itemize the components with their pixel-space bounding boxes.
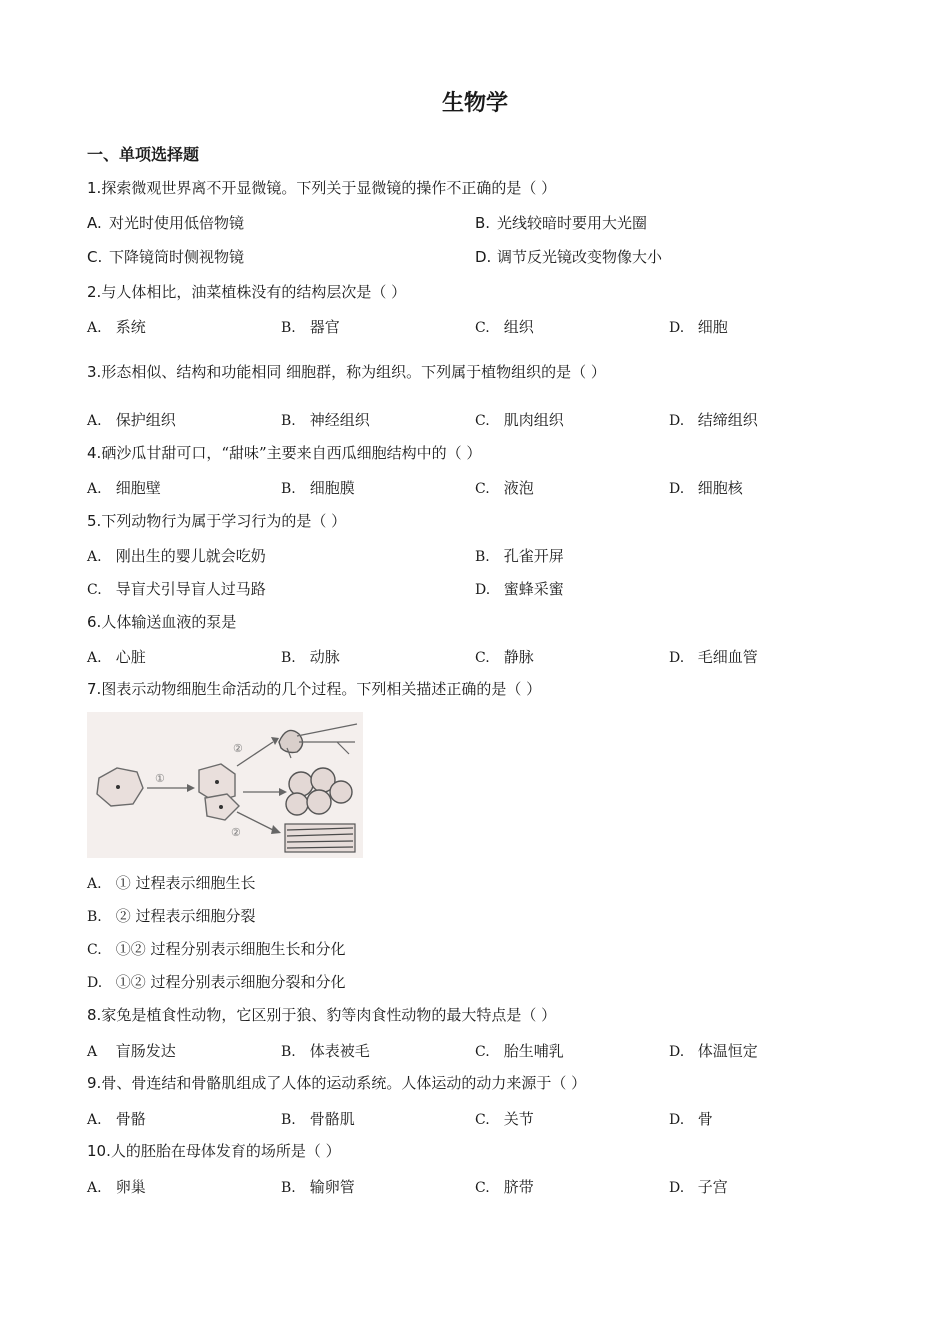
option-d: D. 蜜蜂采蜜 [475, 580, 564, 598]
page-title: 生物学 [441, 91, 508, 116]
option-c: C. 肌肉组织 [475, 411, 564, 429]
option-b: B. 器官 [281, 318, 340, 336]
option-a: A. 心脏 [87, 648, 146, 666]
question-9: 9.骨、骨连结和骨骼肌组成了人体的运动系统。人体运动的动力来源于（ ） [87, 1074, 587, 1092]
option-a: A 盲肠发达 [87, 1042, 176, 1060]
option-d: D. 结缔组织 [669, 411, 758, 429]
cell-diagram [87, 712, 363, 858]
option-d: D. 细胞核 [669, 479, 743, 497]
option-c: C. ①② 过程分别表示细胞生长和分化 [87, 940, 346, 958]
option-d: D. 细胞 [669, 318, 728, 336]
option-b: B. 细胞膜 [281, 479, 355, 497]
option-c: C. 静脉 [475, 648, 534, 666]
option-a: A. ① 过程表示细胞生长 [87, 874, 256, 892]
option-c: C. 胎生哺乳 [475, 1042, 564, 1060]
question-6: 6.人体输送血液的泵是 [87, 613, 237, 631]
option-d: D. 子宫 [669, 1178, 728, 1196]
option-b: B. 体表被毛 [281, 1042, 370, 1060]
option-c: C. 导盲犬引导盲人过马路 [87, 580, 266, 598]
question-10: 10.人的胚胎在母体发育的场所是（ ） [87, 1142, 341, 1160]
option-c: C. 关节 [475, 1110, 534, 1128]
option-b: B. 骨骼肌 [281, 1110, 355, 1128]
option-a: A. 系统 [87, 318, 146, 336]
option-d: D. 调节反光镜改变物像大小 [475, 248, 663, 266]
option-d: D. 体温恒定 [669, 1042, 758, 1060]
label-1: ① [155, 772, 165, 785]
option-a: A. 卵巢 [87, 1178, 146, 1196]
option-b: B. 孔雀开屏 [475, 547, 564, 565]
section-heading: 一、单项选择题 [87, 145, 200, 164]
option-d: D. 毛细血管 [669, 648, 758, 666]
option-a: A. 对光时使用低倍物镜 [87, 214, 245, 232]
option-d: D. 骨 [669, 1110, 713, 1128]
question-2: 2.与人体相比，油菜植株没有的结构层次是（ ） [87, 283, 407, 301]
option-b: B. 输卵管 [281, 1178, 355, 1196]
option-c: C. 组织 [475, 318, 534, 336]
question-7: 7.图表示动物细胞生命活动的几个过程。下列相关描述正确的是（ ） [87, 680, 542, 698]
svg-text:②: ② [231, 826, 241, 839]
nucleus-dot [116, 785, 120, 789]
option-d: D. ①② 过程分别表示细胞分裂和分化 [87, 973, 346, 991]
option-a: A. 骨骼 [87, 1110, 146, 1128]
option-b: B. 光线较暗时要用大光圈 [475, 214, 648, 232]
cell-process-figure [87, 712, 363, 858]
question-3: 3.形态相似、结构和功能相同 细胞群，称为组织。下列属于植物组织的是（ ） [87, 363, 606, 381]
option-a: A. 刚出生的婴儿就会吃奶 [87, 547, 266, 565]
question-1: 1.探索微观世界离不开显微镜。下列关于显微镜的操作不正确的是（ ） [87, 179, 557, 197]
option-c: C. 液泡 [475, 479, 534, 497]
option-c: C. 下降镜筒时侧视物镜 [87, 248, 245, 266]
option-c: C. 脐带 [475, 1178, 534, 1196]
option-a: A. 保护组织 [87, 411, 176, 429]
option-b: B. 神经组织 [281, 411, 370, 429]
question-4: 4.硒沙瓜甘甜可口，“甜味”主要来自西瓜细胞结构中的（ ） [87, 444, 482, 462]
question-5: 5.下列动物行为属于学习行为的是（ ） [87, 512, 347, 530]
option-b: B. 动脉 [281, 648, 340, 666]
question-8: 8.家兔是植食性动物，它区别于狼、豹等肉食性动物的最大特点是（ ） [87, 1006, 557, 1024]
option-a: A. 细胞壁 [87, 479, 161, 497]
svg-text:②: ② [233, 742, 243, 755]
option-b: B. ② 过程表示细胞分裂 [87, 907, 256, 925]
